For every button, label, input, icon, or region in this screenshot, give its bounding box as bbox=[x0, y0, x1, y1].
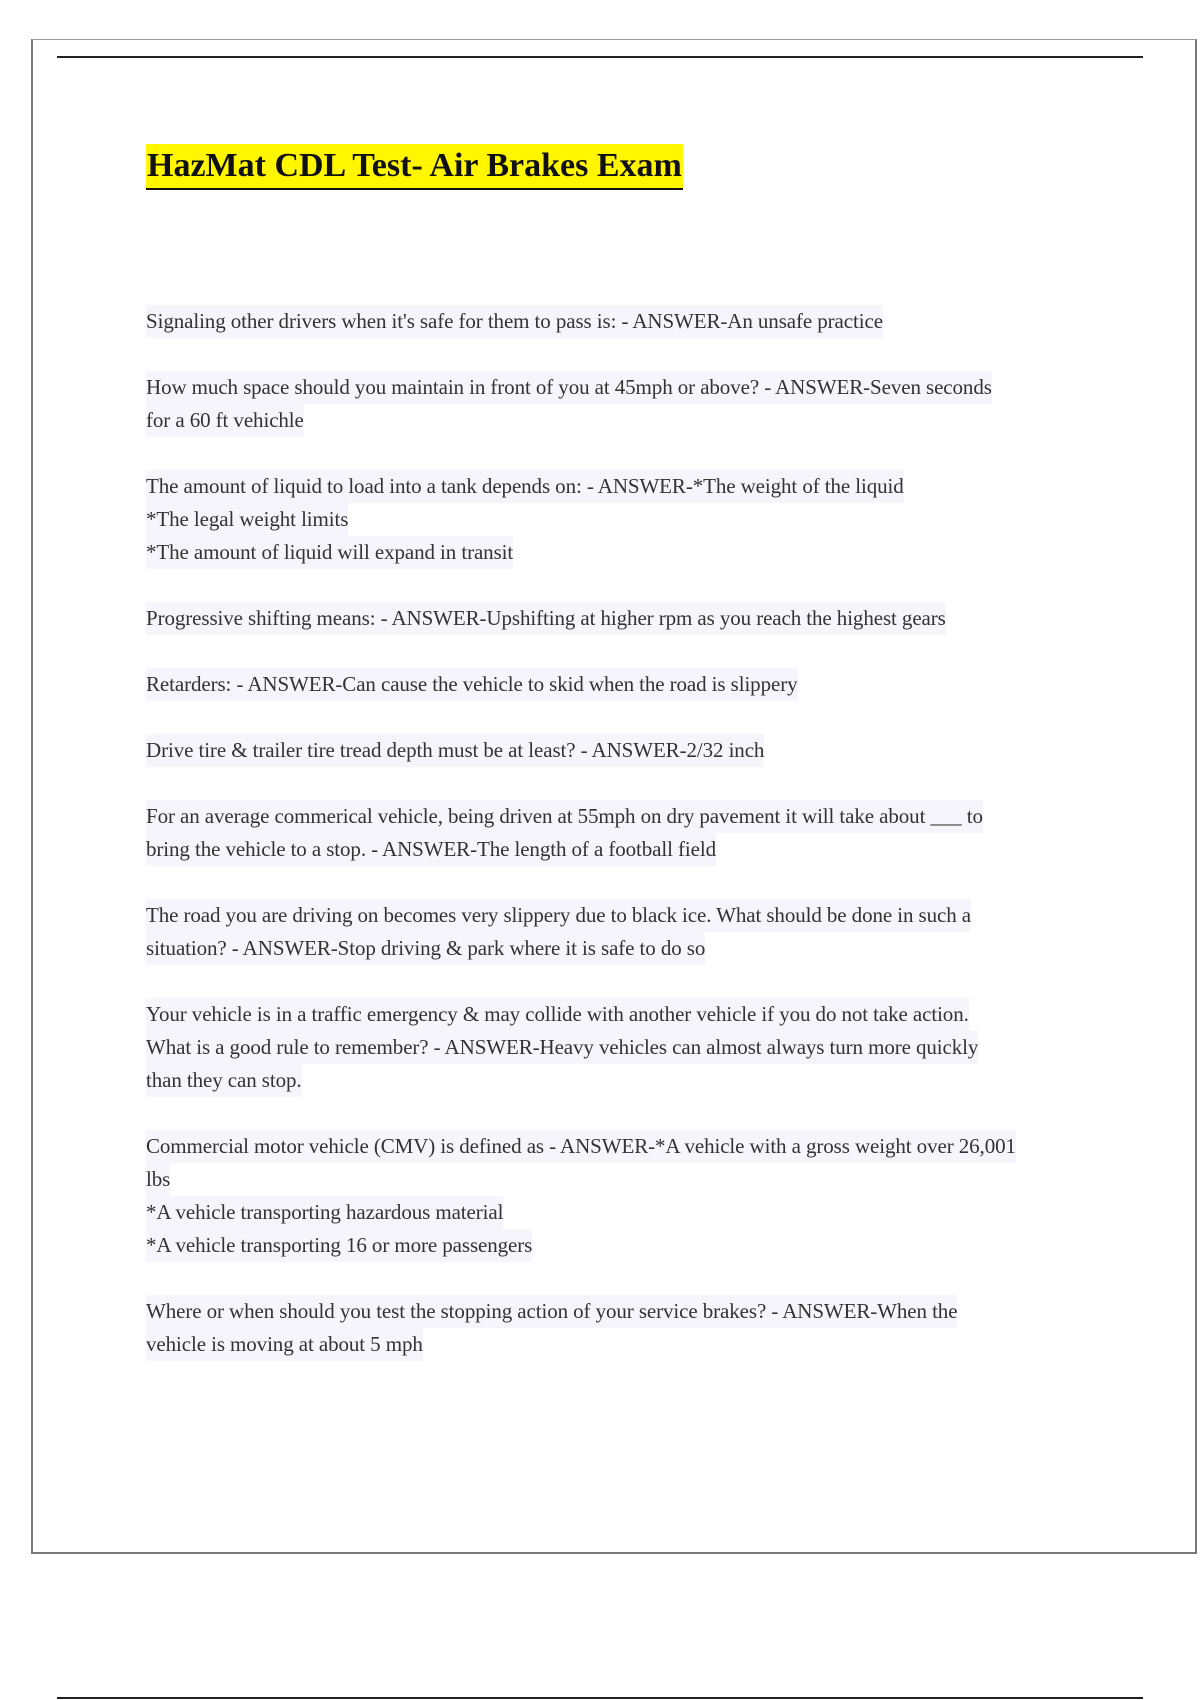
qa-line: For an average commerical vehicle, being driven at 55mph on dry pavement it will take about ___ to bbox=[146, 800, 983, 833]
qa-item-3 bbox=[146, 470, 1086, 569]
qa-line: Your vehicle is in a traffic emergency & may collide with another vehicle if you do not take action. bbox=[146, 998, 969, 1031]
qa-item-10 bbox=[146, 1130, 1086, 1262]
qa-line: What is a good rule to remember? - ANSWER-Heavy vehicles can almost always turn more quickly bbox=[146, 1031, 978, 1064]
qa-item-1 bbox=[146, 305, 1086, 338]
qa-line: for a 60 ft vehichle bbox=[146, 404, 304, 437]
qa-line: Drive tire & trailer tire tread depth must be at least? - ANSWER-2/32 inch bbox=[146, 734, 764, 767]
qa-line: Retarders: - ANSWER-Can cause the vehicle to skid when the road is slippery bbox=[146, 668, 798, 701]
qa-line: *A vehicle transporting hazardous material bbox=[146, 1196, 503, 1229]
qa-item-2 bbox=[146, 371, 1086, 437]
qa-line: The amount of liquid to load into a tank depends on: - ANSWER-*The weight of the liquid bbox=[146, 470, 904, 503]
qa-item-9 bbox=[146, 998, 1086, 1097]
qa-line: Progressive shifting means: - ANSWER-Upshifting at higher rpm as you reach the highest gears bbox=[146, 602, 946, 635]
qa-line: bring the vehicle to a stop. - ANSWER-The length of a football field bbox=[146, 833, 716, 866]
qa-line: than they can stop. bbox=[146, 1064, 302, 1097]
qa-line: Signaling other drivers when it's safe for them to pass is: - ANSWER-An unsafe practice bbox=[146, 305, 883, 338]
qa-line: lbs bbox=[146, 1163, 170, 1196]
qa-line: How much space should you maintain in front of you at 45mph or above? - ANSWER-Seven seconds bbox=[146, 371, 992, 404]
qa-line: vehicle is moving at about 5 mph bbox=[146, 1328, 423, 1361]
qa-item-5 bbox=[146, 668, 1086, 701]
qa-list bbox=[146, 305, 1086, 1394]
qa-line: Commercial motor vehicle (CMV) is defined as - ANSWER-*A vehicle with a gross weight over 26,001 bbox=[146, 1130, 1016, 1163]
bottom-rule bbox=[57, 1697, 1143, 1699]
qa-line: *The legal weight limits bbox=[146, 503, 348, 536]
qa-item-8 bbox=[146, 899, 1086, 965]
qa-item-4 bbox=[146, 602, 1086, 635]
qa-item-6 bbox=[146, 734, 1086, 767]
qa-line: *The amount of liquid will expand in transit bbox=[146, 536, 513, 569]
qa-line: situation? - ANSWER-Stop driving & park where it is safe to do so bbox=[146, 932, 705, 965]
qa-item-11 bbox=[146, 1295, 1086, 1361]
qa-line: *A vehicle transporting 16 or more passengers bbox=[146, 1229, 532, 1262]
qa-line: The road you are driving on becomes very slippery due to black ice. What should be done in such a bbox=[146, 899, 971, 932]
document-title: HazMat CDL Test- Air Brakes Exam bbox=[146, 144, 683, 190]
qa-item-7 bbox=[146, 800, 1086, 866]
top-rule bbox=[57, 56, 1143, 58]
qa-line: Where or when should you test the stopping action of your service brakes? - ANSWER-When the bbox=[146, 1295, 957, 1328]
